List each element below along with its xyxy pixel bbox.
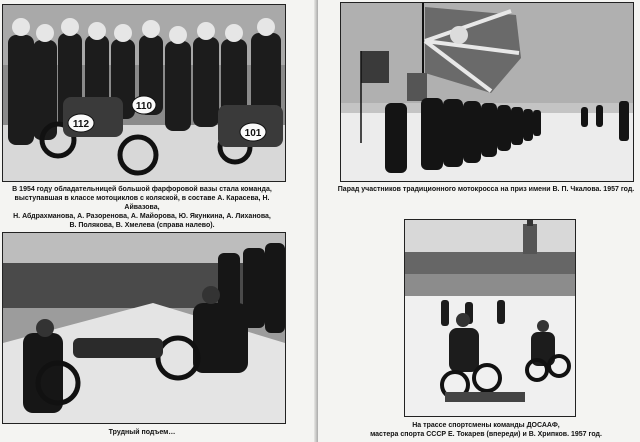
caption-line: На трассе спортсмены команды ДОСААФ, xyxy=(412,422,560,429)
caption-line: В. Полякова, В. Хмелева (справа налево). xyxy=(69,222,215,229)
sidecar-number: 112 xyxy=(72,119,90,130)
left-page xyxy=(0,0,318,442)
caption-line: Парад участников традиционного мотокросса на приз имени В. П. Чкалова. 1957 год. xyxy=(337,186,635,193)
caption-line: мастера спорта СССР Е. Токарев (впереди) и В. Хрипков. 1957 год. xyxy=(370,431,602,438)
race-track-caption xyxy=(336,421,636,439)
hill-climb-caption xyxy=(0,428,284,437)
right-page xyxy=(318,0,640,442)
caption-line: В 1954 году обладательницей большой фарфоровой вазы стала команда, xyxy=(12,186,272,193)
team-photo xyxy=(2,4,286,182)
parade-photo-image xyxy=(341,3,633,181)
hill-climb-photo-image xyxy=(3,233,285,423)
race-track-photo xyxy=(404,219,576,417)
race-track-photo-image xyxy=(405,220,575,416)
parade-photo xyxy=(340,2,634,182)
sidecar-number: 101 xyxy=(244,128,262,139)
team-photo-caption xyxy=(0,185,284,230)
hill-climb-photo xyxy=(2,232,286,424)
parade-photo-caption xyxy=(336,185,636,194)
caption-line: Н. Абдрахманова, А. Разоренова, А. Майорова, Ю. Якункина, А. Лиханова, xyxy=(13,213,271,220)
caption-line: выступавшая в классе мотоциклов с коляской, в составе А. Карасева, Н. Айвазова, xyxy=(14,195,270,211)
sidecar-number: 110 xyxy=(135,101,153,112)
caption-line: Трудный подъем… xyxy=(108,429,176,436)
team-photo-image xyxy=(3,5,285,181)
